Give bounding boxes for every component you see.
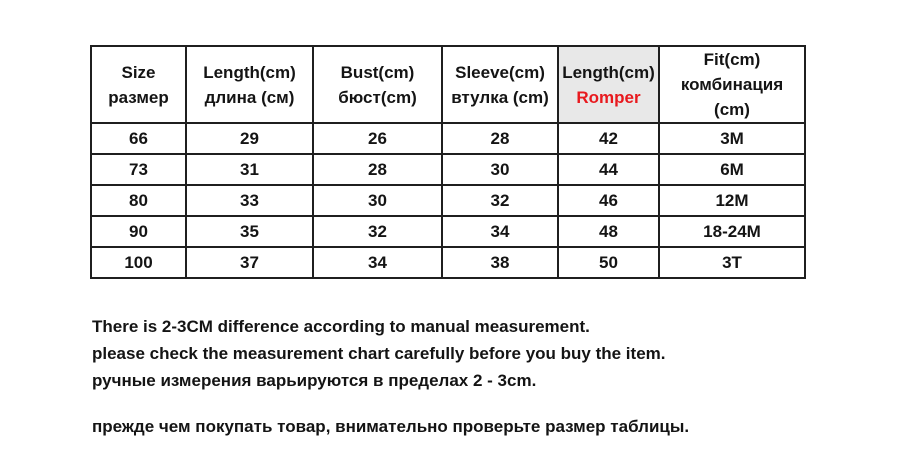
cell-bust: 28 <box>313 154 442 185</box>
size-chart-table <box>90 45 806 279</box>
cell-length: 37 <box>186 247 313 278</box>
header-sleeve-en: Sleeve(cm) <box>455 62 545 82</box>
cell-fit: 12M <box>659 185 805 216</box>
cell-sleeve: 34 <box>442 216 558 247</box>
cell-fit: 3M <box>659 123 805 154</box>
cell-size: 80 <box>91 185 186 216</box>
cell-size: 100 <box>91 247 186 278</box>
header-romper-accent: Romper <box>576 87 641 107</box>
header-length-ru: длина (см) <box>204 87 295 107</box>
cell-size: 66 <box>91 123 186 154</box>
header-cell-length <box>186 46 313 123</box>
header-cell-sleeve <box>442 46 558 123</box>
cell-bust: 26 <box>313 123 442 154</box>
cell-sleeve: 28 <box>442 123 558 154</box>
cell-length-romper: 50 <box>558 247 659 278</box>
header-length-en: Length(cm) <box>203 62 296 82</box>
header-cell-length-romper <box>558 46 659 123</box>
size-chart-body <box>91 123 805 278</box>
header-fit-en: Fit(cm) <box>703 50 761 69</box>
header-cell-bust <box>313 46 442 123</box>
cell-length-romper: 48 <box>558 216 659 247</box>
header-size-en: Size <box>121 62 156 82</box>
cell-bust: 30 <box>313 185 442 216</box>
cell-sleeve: 38 <box>442 247 558 278</box>
table-row <box>91 154 805 185</box>
cell-size: 73 <box>91 154 186 185</box>
header-cell-size <box>91 46 186 123</box>
cell-length: 33 <box>186 185 313 216</box>
cell-fit: 3T <box>659 247 805 278</box>
measurement-notes <box>92 313 689 440</box>
table-row <box>91 123 805 154</box>
cell-sleeve: 32 <box>442 185 558 216</box>
cell-fit: 18-24M <box>659 216 805 247</box>
header-romper-en: Length(cm) <box>562 62 655 82</box>
cell-fit: 6M <box>659 154 805 185</box>
table-row <box>91 247 805 278</box>
header-bust-en: Bust(cm) <box>340 62 415 82</box>
header-bust-ru: бюст(cm) <box>338 87 417 107</box>
header-sleeve-ru: втулка (cm) <box>451 87 549 107</box>
cell-length-romper: 44 <box>558 154 659 185</box>
table-row <box>91 216 805 247</box>
header-cell-fit <box>659 46 805 123</box>
cell-size: 90 <box>91 216 186 247</box>
cell-bust: 34 <box>313 247 442 278</box>
header-fit-ru: комбинация <box>680 75 784 94</box>
note-line-ru-2: прежде чем покупать товар, внимательно проверьте размер таблицы. <box>92 417 690 436</box>
note-line-en-2: please check the measurement chart carefully before you buy the item. <box>92 344 666 363</box>
cell-length: 31 <box>186 154 313 185</box>
note-line-ru-1: ручные измерения варьируются в пределах 2 - 3cm. <box>92 371 537 390</box>
note-line-en-1: There is 2-3CM difference according to manual measurement. <box>92 317 590 336</box>
size-chart-header-row <box>91 46 805 123</box>
cell-bust: 32 <box>313 216 442 247</box>
header-size-ru: размер <box>108 87 169 107</box>
header-fit-unit: (cm) <box>714 100 750 119</box>
cell-length: 29 <box>186 123 313 154</box>
cell-length: 35 <box>186 216 313 247</box>
cell-sleeve: 30 <box>442 154 558 185</box>
cell-length-romper: 42 <box>558 123 659 154</box>
table-row <box>91 185 805 216</box>
cell-length-romper: 46 <box>558 185 659 216</box>
